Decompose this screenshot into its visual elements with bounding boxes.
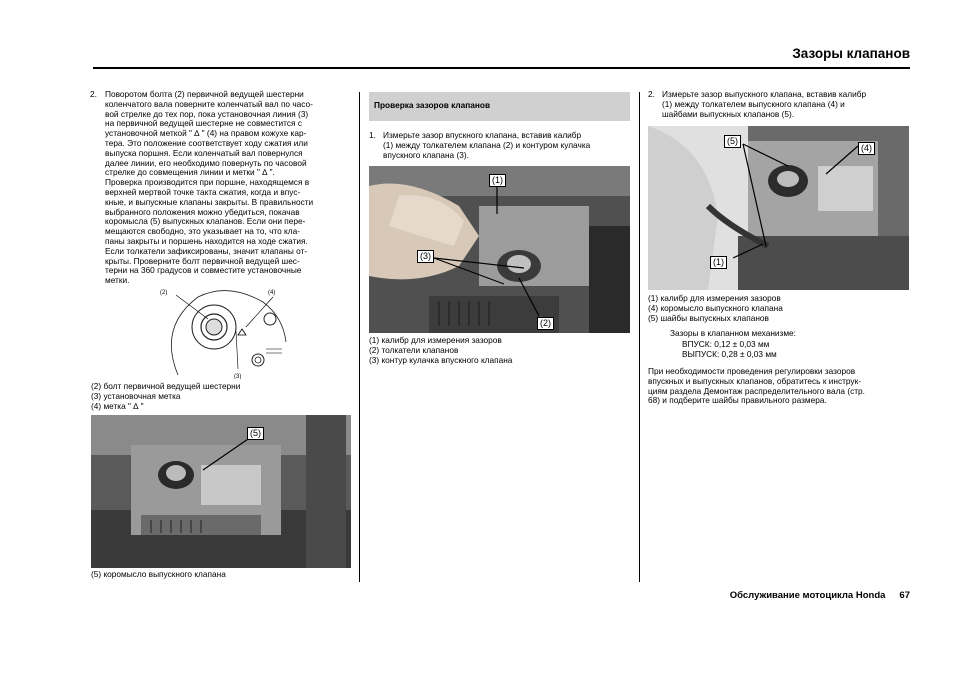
text-line: выпуска поршня. Если коленчатый вал повернулся: [105, 147, 303, 158]
text-line: далее линии, его необходимо повернуть по часовой: [105, 157, 307, 168]
text-line: паны закрыты и поршень находится на ходе сжатия.: [105, 235, 308, 246]
caption: (1) калибр для измерения зазоров: [648, 293, 781, 303]
text-line: коленчатого вала поверните коленчатый вал по часо-: [105, 98, 313, 109]
caption: (4) метка " ∆ ": [91, 400, 144, 411]
text-line: (1) между толкателем клапана (2) и контуром кулачка: [383, 139, 591, 150]
text-line: шайбами выпускных клапанов (5).: [662, 108, 795, 119]
caption: (3) установочная метка: [91, 390, 181, 401]
header-rule: [93, 67, 910, 69]
photo-label-4: (4): [858, 142, 875, 155]
step-body: [383, 131, 634, 160]
text-line: тера. Это положение соответствует ходу сжатия или: [105, 137, 308, 148]
text-line: на первичной ведущей шестерне не совместится с: [105, 118, 302, 129]
spec-intake: ВПУСК: 0,12 ± 0,03 мм: [682, 338, 770, 349]
adjustment-note: [648, 367, 913, 406]
text-line: впускных и выпускных клапанов, обратитесь к инструк-: [648, 375, 861, 386]
text-line: коромысла (5) выпускных клапанов. Если они пере-: [105, 216, 306, 227]
text-line: метки.: [105, 275, 130, 286]
text-line: Измерьте зазор впускного клапана, вставив калибр: [383, 130, 582, 140]
engine-photo-intake: [369, 166, 630, 333]
text-line: вой стрелке до тех пор, пока установочная линия (3): [105, 108, 309, 119]
photo-label-1: (1): [710, 256, 727, 269]
page-number: 67: [899, 590, 910, 601]
photo-label-5: (5): [247, 427, 264, 440]
text-line: терни на 360 градусов и совместите установочные: [105, 265, 302, 276]
photo-label-1: (1): [489, 174, 506, 187]
text-line: 68) и подберите шайбы правильного размера.: [648, 395, 827, 406]
step-number: 1.: [369, 130, 376, 140]
step-body: [105, 90, 352, 286]
diagram-captions: [91, 382, 240, 411]
section-header: [369, 92, 630, 121]
text-line: верхней мертвой точке такта сжатия, когда и впус-: [105, 186, 301, 197]
spec-title: Зазоры в клапанном механизме:: [670, 328, 796, 338]
step-number: 2.: [648, 89, 655, 99]
section-title: Проверка зазоров клапанов: [374, 100, 491, 110]
photo-label-3: (3): [417, 250, 434, 263]
caption: (5) шайбы выпускных клапанов: [648, 312, 769, 323]
spec-exhaust: ВЫПУСК: 0,28 ± 0,03 мм: [682, 349, 777, 359]
text-line: мещаются свободно, это указывает на то, что кла-: [105, 226, 300, 237]
step-2-exhaust-text: [648, 90, 913, 119]
text-line: установочной меткой " ∆ " (4) на правом кожухе кар-: [105, 128, 307, 139]
footer: [730, 590, 910, 601]
text-line: Поворотом болта (2) первичной ведущей шестерни: [105, 89, 304, 99]
text-line: стрелке до совмещения линии и метки " ∆ ".: [105, 167, 275, 178]
text-line: (1) между толкателем выпускного клапана (4) и: [662, 98, 845, 109]
photo-captions: [369, 336, 512, 365]
text-line: впускного клапана (3).: [383, 149, 469, 160]
text-line: Если толкатели зафиксированы, значит клапаны от-: [105, 245, 308, 256]
timing-mark-diagram: [158, 287, 292, 379]
diagram-label-3: (3): [234, 374, 242, 379]
caption: (4) коромысло выпускного клапана: [648, 302, 783, 313]
caption: (2) болт первичной ведущей шестерни: [91, 381, 241, 391]
page-title: Зазоры клапанов: [792, 46, 910, 61]
column-divider: [359, 92, 360, 582]
caption: (3) контур кулачка впускного клапана: [369, 354, 513, 365]
footer-text: Обслуживание мотоцикла Honda: [729, 590, 886, 601]
engine-photo-exhaust: [648, 126, 909, 290]
photo-captions: [648, 294, 783, 323]
engine-photo-rocker: [91, 415, 351, 568]
text-line: выбранного положения можно убедиться, покачав: [105, 206, 300, 217]
step-2-text: [90, 90, 352, 286]
text-line: Измерьте зазор выпускного клапана, вставив калибр: [662, 89, 867, 99]
column-divider: [639, 92, 640, 582]
photo-label-5: (5): [724, 135, 741, 148]
step-body: [662, 90, 913, 119]
text-line: кные, и выпускные клапаны закрыты. В правильности: [105, 196, 314, 207]
caption: (2) толкатели клапанов: [369, 344, 459, 355]
step-1-text: [369, 131, 634, 160]
clearance-spec: [670, 328, 796, 360]
text-line: циям раздела Демонтаж распределительного вала (стр.: [648, 385, 865, 396]
diagram-label-4: (4): [268, 290, 276, 296]
photo-caption: (5) коромысло выпускного клапана: [91, 569, 226, 579]
caption: (1) калибр для измерения зазоров: [369, 335, 502, 345]
step-number: 2.: [90, 89, 97, 99]
text-line: При необходимости проведения регулировки зазоров: [648, 366, 856, 376]
text-line: крыты. Проверните болт первичной ведущей шес-: [105, 255, 300, 266]
diagram-label-2: (2): [160, 290, 168, 296]
photo-label-2: (2): [537, 317, 554, 330]
text-line: Проверка производится при поршне, находящемся в: [105, 177, 310, 188]
